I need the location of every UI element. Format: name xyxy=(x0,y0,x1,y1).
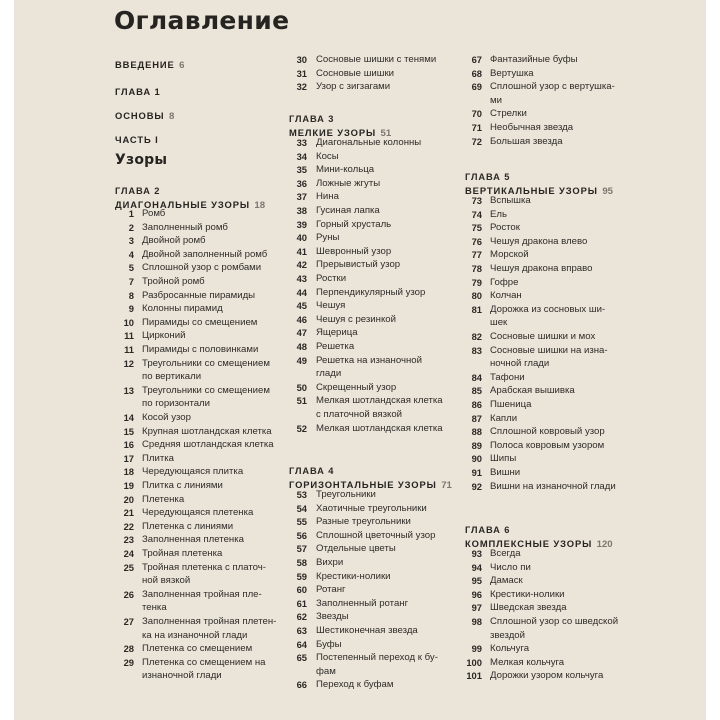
page-number: 8 xyxy=(168,111,175,122)
entry-number: 73 xyxy=(471,195,482,206)
entry-title: Чередующаяся плетенка xyxy=(142,507,254,519)
entry-title: ночной глади xyxy=(490,358,550,370)
entry-number: 24 xyxy=(123,548,134,559)
entry-title: Горный хрусталь xyxy=(316,218,392,230)
entry-number: 37 xyxy=(296,191,307,203)
entry-title: Плитка с линиями xyxy=(142,480,223,491)
heading-text: ДИАГОНАЛЬНЫЕ УЗОРЫ xyxy=(115,199,250,210)
page-margin-left xyxy=(0,0,14,720)
section-heading xyxy=(115,82,161,100)
section-heading xyxy=(115,195,265,213)
entry-title: Чешуя дракона влево xyxy=(490,235,588,247)
entry-number: 41 xyxy=(296,245,307,257)
heading-text: ГОРИЗОНТАЛЬНЫЕ УЗОРЫ xyxy=(289,479,437,490)
entry-title: Заполненный ротанг xyxy=(316,597,409,609)
entry-title: Крестики-нолики xyxy=(490,588,565,600)
entry-number: 42 xyxy=(296,259,307,271)
entry-title: Сосновые шишки с тенями xyxy=(316,54,437,65)
entry-title: Треугольники со смещением xyxy=(142,384,270,396)
entry-title: Шевронный узор xyxy=(316,245,392,257)
entry-title: Узор с зигзагами xyxy=(316,81,391,93)
entry-number: 99 xyxy=(471,643,482,655)
entry-number: 48 xyxy=(296,341,307,352)
entry-number: 45 xyxy=(296,300,307,312)
entry-title: Морской xyxy=(490,249,529,261)
entry-number: 68 xyxy=(471,67,482,79)
entry-number: 31 xyxy=(296,67,307,79)
heading-text: КОМПЛЕКСНЫЕ УЗОРЫ xyxy=(465,538,593,549)
entry-number: 35 xyxy=(296,164,307,176)
entry-number: 39 xyxy=(296,218,307,230)
entry-number: 57 xyxy=(296,543,307,555)
entry-title: Большая звезда xyxy=(490,135,563,147)
entry-number: 20 xyxy=(123,493,134,505)
entry-number: 71 xyxy=(471,122,482,133)
page-number: 18 xyxy=(254,200,266,211)
entry-number: 77 xyxy=(471,249,482,261)
entry-title: Заполненный ромб xyxy=(142,221,228,233)
entry-title: Шведская звезда xyxy=(490,602,567,614)
entry-number: 11 xyxy=(124,330,134,342)
section-heading xyxy=(465,181,613,199)
heading-text: ОСНОВЫ xyxy=(115,110,165,121)
entry-number: 86 xyxy=(471,399,482,410)
entry-title: по вертикали xyxy=(142,371,202,383)
entry-title: Плетенка со смещением на xyxy=(142,656,266,668)
entry-title: Сплошной ковровый узор xyxy=(490,426,605,438)
section-heading xyxy=(115,130,159,148)
heading-text: ВВЕДЕНИЕ xyxy=(115,59,175,70)
entry-title: Разные треугольники xyxy=(316,516,411,528)
entry-number: 15 xyxy=(123,425,134,437)
entry-title: Полоса ковровым узором xyxy=(490,439,605,451)
entry-number: 5 xyxy=(128,262,134,274)
entry-number: 54 xyxy=(296,502,307,514)
entry-title: Стрелки xyxy=(490,108,527,120)
entry-title: Дорожка из сосновых ши- xyxy=(490,303,606,315)
entry-title: Решетка на изнаночной xyxy=(316,354,422,366)
entry-number: 21 xyxy=(123,507,134,519)
entry-title: Нина xyxy=(316,191,339,203)
entry-title: Ромб xyxy=(142,208,166,219)
entry-title: Отдельные цветы xyxy=(316,543,396,555)
entry-number: 30 xyxy=(296,54,307,65)
entry-title: Пирамиды со смещением xyxy=(142,316,258,328)
entry-number: 27 xyxy=(123,616,134,627)
entry-title: Чешуя дракона вправо xyxy=(490,263,593,274)
entry-title: Дорожки узором кольчуга xyxy=(490,670,604,682)
entry-number: 90 xyxy=(471,453,482,465)
entry-title: Ель xyxy=(490,208,507,220)
page-number: 6 xyxy=(179,60,185,71)
entry-number: 56 xyxy=(296,529,307,541)
entry-title: Решетка xyxy=(316,341,355,352)
entry-title: Арабская вышивка xyxy=(490,385,575,397)
entry-title: Чередующаяся плитка xyxy=(142,466,244,478)
page-number: 120 xyxy=(596,539,613,550)
heading-text: ГЛАВА 5 xyxy=(465,172,511,182)
entry-number: 64 xyxy=(296,638,307,650)
entry-title: Сосновые шишки xyxy=(316,67,394,79)
entry-title: Сплошной цветочный узор xyxy=(316,529,436,541)
entry-title: Разбросанные пирамиды xyxy=(142,289,256,301)
entry-number: 26 xyxy=(123,588,134,600)
entry-title: Дамаск xyxy=(490,575,523,587)
entry-title: звездой xyxy=(490,629,525,641)
entry-title: Косой узор xyxy=(142,412,191,423)
entry-number: 85 xyxy=(471,385,482,397)
entry-number: 97 xyxy=(471,602,482,614)
entry-number: 46 xyxy=(296,313,307,325)
entry-number: 1 xyxy=(128,208,134,219)
entry-number: 52 xyxy=(296,422,307,434)
entry-number: 32 xyxy=(296,81,307,93)
entry-number: 101 xyxy=(466,670,482,682)
entry-number: 13 xyxy=(123,384,134,396)
entry-title: Треугольники xyxy=(316,489,376,500)
entry-title: Косы xyxy=(316,150,339,162)
heading-text: ГЛАВА 2 xyxy=(115,186,161,196)
entry-title: Вишни xyxy=(490,467,521,478)
entry-title: Ящерица xyxy=(316,327,358,339)
entry-title: фам xyxy=(316,665,336,677)
entry-title: Цирконий xyxy=(142,330,186,342)
heading-text: ГЛАВА 1 xyxy=(115,86,161,97)
entry-title: Вертушка xyxy=(490,67,534,79)
entry-number: 33 xyxy=(296,137,307,148)
entry-title: Колчан xyxy=(490,290,522,302)
heading-text: ГЛАВА 4 xyxy=(289,466,335,476)
entry-title: Тройная плетенка с платоч- xyxy=(142,561,266,573)
entry-title: Буфы xyxy=(316,638,342,650)
entry-number: 65 xyxy=(296,652,307,664)
entry-title: Чешуя с резинкой xyxy=(316,313,396,325)
entry-number: 96 xyxy=(471,588,482,600)
entry-title: Диагональные колонны xyxy=(316,137,422,148)
entry-number: 92 xyxy=(471,480,482,492)
entry-title: Плетенка с линиями xyxy=(142,520,234,532)
entry-title: Сосновые шишки и мох xyxy=(490,331,596,342)
entry-number: 91 xyxy=(471,467,482,478)
entry-number: 44 xyxy=(296,286,307,298)
entry-title: Мелкая кольчуга xyxy=(490,656,565,668)
entry-title: Постепенный переход к бу- xyxy=(316,652,438,664)
entry-number: 28 xyxy=(123,643,134,655)
entry-title: по горизонтали xyxy=(142,398,211,410)
entry-number: 10 xyxy=(123,316,134,328)
entry-title: Кольчуга xyxy=(490,643,530,655)
entry-title: ка на изнаночной глади xyxy=(142,629,248,641)
entry-number: 22 xyxy=(123,520,134,532)
entry-number: 19 xyxy=(123,480,134,491)
section-heading xyxy=(465,534,613,552)
entry-title: Тройной ромб xyxy=(142,276,205,287)
entry-number: 40 xyxy=(296,232,307,244)
entry-number: 78 xyxy=(471,263,482,274)
heading-text: ЧАСТЬ I xyxy=(115,134,159,145)
entry-number: 9 xyxy=(128,303,134,315)
entry-number: 75 xyxy=(471,222,482,234)
entry-title: Крупная шотландская клетка xyxy=(142,425,272,437)
entry-number: 62 xyxy=(296,611,307,623)
entry-title: Шестиконечная звезда xyxy=(316,625,418,636)
entry-title: Чешуя xyxy=(316,300,346,312)
entry-title: Сплошной узор с вертушка- xyxy=(490,81,615,93)
entry-title: Переход к буфам xyxy=(316,679,394,691)
entry-title: Сосновые шишки на изна- xyxy=(490,344,608,356)
entry-title: Всегда xyxy=(490,548,521,559)
entry-title: Капли xyxy=(490,412,518,424)
entry-title: Сплошной узор с ромбами xyxy=(142,262,262,274)
entry-number: 67 xyxy=(471,54,482,65)
entry-number: 16 xyxy=(123,439,134,451)
entry-number: 12 xyxy=(123,357,134,369)
entry-title: Вишни на изнаночной глади xyxy=(490,480,616,492)
entry-title: Плитка xyxy=(142,452,174,464)
entry-number: 79 xyxy=(471,276,482,288)
entry-title: Перпендикулярный узор xyxy=(316,286,426,298)
entry-number: 100 xyxy=(466,656,482,668)
entry-title: Прерывистый узор xyxy=(316,259,401,271)
page-margin-right xyxy=(706,0,720,720)
entry-number: 50 xyxy=(296,381,307,393)
entry-number: 63 xyxy=(296,625,307,636)
entry-title: тенка xyxy=(142,602,167,614)
entry-number: 47 xyxy=(296,327,307,339)
entry-title: ми xyxy=(490,94,502,106)
part-title xyxy=(115,151,167,169)
entry-number: 4 xyxy=(128,248,134,260)
entry-title: Заполненная плетенка xyxy=(142,534,244,546)
entry-title: Заполненная тройная пле- xyxy=(142,588,262,600)
heading-text: МЕЛКИЕ УЗОРЫ xyxy=(289,127,377,138)
entry-number: 29 xyxy=(123,656,134,668)
entry-number: 55 xyxy=(296,516,307,528)
entry-title: Ротанг xyxy=(316,584,346,596)
entry-number: 17 xyxy=(123,452,134,464)
entry-title: Плетенка со смещением xyxy=(142,643,253,655)
page-title: Оглавление xyxy=(114,6,290,35)
entry-title: Гусиная лапка xyxy=(316,205,380,216)
heading-text: ГЛАВА 6 xyxy=(465,525,511,535)
entry-title: шек xyxy=(490,317,508,329)
entry-number: 38 xyxy=(296,205,307,216)
entry-number: 34 xyxy=(296,150,307,162)
section-heading xyxy=(115,106,174,124)
page-number: 95 xyxy=(602,186,613,197)
entry-title: ной вязкой xyxy=(142,575,191,587)
entry-number: 74 xyxy=(471,208,482,220)
page-number: 51 xyxy=(380,128,392,139)
entry-title: Хаотичные треугольники xyxy=(316,502,427,514)
heading-text: ГЛАВА 3 xyxy=(289,114,335,124)
entry-title: изнаночной глади xyxy=(142,670,222,682)
page-number: 71 xyxy=(441,480,452,491)
entry-title: Двойной заполненный ромб xyxy=(142,248,268,260)
entry-title: Вспышка xyxy=(490,195,531,206)
entry-title: Ростки xyxy=(316,273,347,284)
entry-number: 69 xyxy=(471,81,482,93)
entry-number: 88 xyxy=(471,426,482,438)
entry-number: 60 xyxy=(296,584,307,596)
entry-number: 95 xyxy=(471,575,482,587)
entry-title: Мини-кольца xyxy=(316,164,375,176)
entry-title: Колонны пирамид xyxy=(142,303,223,315)
entry-title: Крестики-нолики xyxy=(316,570,391,582)
entry-title: Звезды xyxy=(316,611,349,623)
entry-title: Росток xyxy=(490,222,520,234)
entry-title: Пирамиды с половинками xyxy=(142,344,259,355)
entry-title: Мелкая шотландская клетка xyxy=(316,422,443,434)
entry-number: 87 xyxy=(471,412,482,424)
entry-number: 59 xyxy=(296,570,307,582)
entry-title: Средняя шотландская клетка xyxy=(142,439,274,451)
entry-number: 53 xyxy=(296,489,307,500)
entry-title: Сплошной узор со шведской xyxy=(490,616,619,627)
entry-number: 7 xyxy=(128,276,134,287)
entry-number: 83 xyxy=(471,344,482,356)
entry-number: 84 xyxy=(471,371,482,383)
entry-title: Двойной ромб xyxy=(142,235,206,247)
entry-number: 89 xyxy=(471,439,482,451)
entry-title: Треугольники со смещением xyxy=(142,357,270,369)
heading-text: ВЕРТИКАЛЬНЫЕ УЗОРЫ xyxy=(465,185,598,196)
entry-title: Необычная звезда xyxy=(490,122,574,133)
entry-number: 18 xyxy=(123,466,134,478)
entry-title: глади xyxy=(316,368,342,380)
entry-number: 51 xyxy=(296,395,307,407)
entry-title: Мелкая шотландская клетка xyxy=(316,395,443,407)
entry-number: 80 xyxy=(471,290,482,302)
entry-title: Руны xyxy=(316,232,340,244)
entry-title: с платочной вязкой xyxy=(316,408,403,420)
entry-title: Фантазийные буфы xyxy=(490,54,578,65)
heading-text: Узоры xyxy=(115,152,168,168)
entry-number: 49 xyxy=(296,354,307,366)
entry-title: Тафони xyxy=(490,371,525,383)
entry-number: 23 xyxy=(123,534,134,546)
entry-number: 3 xyxy=(128,235,134,247)
entry-number: 70 xyxy=(471,108,482,120)
entry-number: 76 xyxy=(471,235,482,247)
entry-title: Плетенка xyxy=(142,493,185,505)
entry-title: Ложные жгуты xyxy=(316,177,381,189)
entry-title: Шипы xyxy=(490,453,517,465)
entry-title: Тройная плетенка xyxy=(142,548,223,559)
entry-number: 93 xyxy=(471,548,482,559)
entry-number: 94 xyxy=(471,561,482,573)
entry-number: 25 xyxy=(123,561,134,573)
entry-number: 66 xyxy=(296,679,307,691)
entry-title: Заполненная тройная плетен- xyxy=(142,616,277,627)
entry-number: 82 xyxy=(471,331,482,342)
entry-number: 43 xyxy=(296,273,307,284)
entry-number: 98 xyxy=(471,616,482,627)
entry-title: Гофре xyxy=(490,276,519,288)
entry-title: Вихри xyxy=(316,557,344,568)
entry-number: 36 xyxy=(296,177,307,189)
entry-number: 14 xyxy=(123,412,134,423)
entry-number: 58 xyxy=(296,557,307,568)
entry-title: Число пи xyxy=(490,561,531,573)
entry-title: Пшеница xyxy=(490,399,532,410)
entry-title: Скрещенный узор xyxy=(316,381,397,393)
section-heading xyxy=(115,55,184,73)
entry-number: 2 xyxy=(128,221,134,233)
entry-number: 11 xyxy=(124,344,134,355)
entry-number: 72 xyxy=(471,135,482,147)
entry-number: 61 xyxy=(296,597,307,609)
entry-number: 81 xyxy=(471,303,482,315)
entry-number: 8 xyxy=(128,289,134,301)
